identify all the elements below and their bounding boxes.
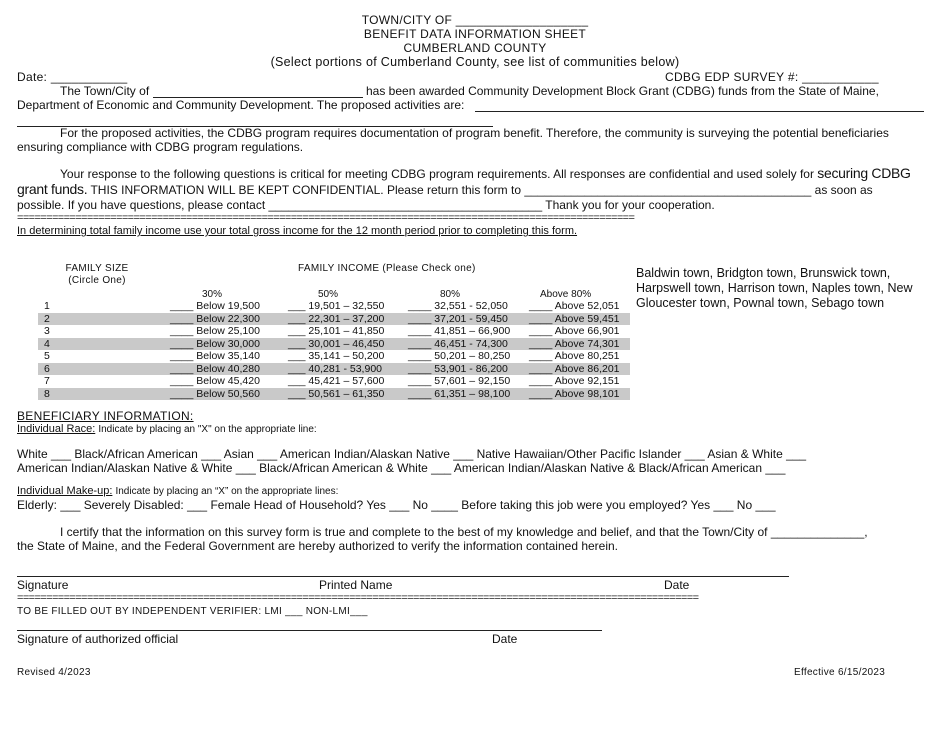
income-30-cell[interactable]: ____ Below 45,420: [170, 375, 260, 387]
header-subtitle: (Select portions of Cumberland County, see list of communities below): [270, 55, 680, 69]
award-text: has been awarded Community Development Block Grant (CDBG) funds from the State of Maine,: [366, 84, 879, 98]
race-options-line2[interactable]: American Indian/Alaskan Native & White ___ Black/African American & White ___ American Indian/Alaskan Native & Black/African American ___: [17, 461, 786, 475]
proposed-activities-line: [475, 111, 924, 112]
program-benefit-text-line2: ensuring compliance with CDBG program regulations.: [17, 140, 304, 154]
income-above80-cell[interactable]: ____ Above 98,101: [529, 388, 630, 401]
signature-line[interactable]: [17, 576, 789, 577]
survey-number-label: CDBG EDP SURVEY #: ___________: [665, 70, 879, 84]
income-30-cell[interactable]: ____ Below 30,000: [170, 338, 288, 351]
effective-date: Effective 6/15/2023: [794, 667, 886, 678]
header-sheet-title: BENEFIT DATA INFORMATION SHEET: [363, 27, 587, 41]
income-above80-cell[interactable]: ____ Above 59,451: [529, 313, 630, 326]
signature-date-label: Date: [664, 578, 690, 592]
printed-name-label: Printed Name: [319, 578, 393, 592]
family-size-cell[interactable]: 5: [44, 350, 50, 362]
date-label: Date: ___________: [17, 70, 128, 84]
certify-text-line2: the State of Maine, and the Federal Government are hereby authorized to verify the information contained herein.: [17, 539, 619, 553]
separator-2: =====================================================================================================================: [17, 593, 699, 604]
income-30-cell[interactable]: ____ Below 19,500: [170, 300, 260, 312]
return-form-instruction: THIS INFORMATION WILL BE KEPT CONFIDENTIAL. Please return this form to ___________________________________________ as soon as: [90, 183, 873, 197]
income-80-cell[interactable]: ____ 41,851 – 66,900: [408, 325, 511, 337]
table-row: [38, 375, 630, 388]
income-80-cell[interactable]: ____ 57,601 – 92,150: [408, 375, 511, 387]
income-above80-cell[interactable]: ____ Above 86,201: [529, 363, 630, 376]
col-30-header: 30%: [202, 289, 223, 300]
circle-one-label: (Circle One): [68, 275, 126, 286]
table-row: [38, 350, 630, 363]
table-row: [38, 313, 630, 326]
header-county: CUMBERLAND COUNTY: [403, 41, 547, 55]
income-50-cell[interactable]: ___ 35,141 – 50,200: [288, 350, 385, 362]
col-above80-header: Above 80%: [540, 289, 592, 300]
separator: ==========================================================================================================: [17, 213, 635, 224]
confidential-text: [60, 166, 911, 181]
family-size-cell[interactable]: 1: [44, 300, 50, 312]
income-50-cell[interactable]: ___ 22,301 – 37,200: [288, 313, 408, 326]
col-50-header: 50%: [318, 289, 339, 300]
verifier-label: TO BE FILLED OUT BY INDEPENDENT VERIFIER: LMI ___ NON-LMI___: [17, 606, 368, 617]
race-instruction: Indicate by placing an "X" on the appropriate line:: [98, 424, 317, 435]
makeup-options-line[interactable]: Elderly: ___ Severely Disabled: ___ Female Head of Household? Yes ___ No ____ Before taking this job were you employed? Yes ___ No ___: [17, 498, 776, 512]
official-signature-label: Signature of authorized official: [17, 632, 179, 646]
family-income-label: FAMILY INCOME (Please Check one): [298, 263, 476, 274]
makeup-instruction: Indicate by placing an “X” on the appropriate lines:: [115, 486, 339, 497]
grant-funds-text: grant funds.: [17, 181, 88, 197]
return-form-text: [17, 182, 873, 197]
income-30-cell[interactable]: ____ Below 25,100: [170, 325, 260, 337]
confidential-text-a: Your response to the following questions is critical for meeting CDBG program requirements. All responses are confidential and used solely for: [60, 167, 814, 181]
makeup-label: Individual Make-up:: [17, 485, 113, 497]
income-50-cell[interactable]: ___ 50,561 – 61,350: [288, 388, 408, 401]
communities-list: Baldwin town, Bridgton town, Brunswick town, Harpswell town, Harrison town, Naples town, New Gloucester town, Pownal town, Sebago town: [636, 266, 913, 310]
family-size-cell[interactable]: 3: [44, 325, 50, 337]
certify-text: I certify that the information on this survey form is true and complete to the best of my knowledge and belief, and that the Town/City of ______________,: [60, 525, 868, 539]
official-signature-line[interactable]: [17, 630, 602, 631]
income-50-cell[interactable]: ___ 40,281 - 53,900: [288, 363, 408, 376]
income-above80-cell[interactable]: ____ Above 80,251: [529, 350, 620, 362]
income-50-cell[interactable]: ___ 25,101 – 41,850: [288, 325, 385, 337]
race-instruction-line: [17, 423, 317, 436]
income-80-cell[interactable]: ____ 37,201 - 59,450: [408, 313, 529, 326]
program-benefit-text: For the proposed activities, the CDBG program requires documentation of program benefit. Therefore, the community is surveying the potential beneficiaries: [60, 126, 889, 140]
income-30-cell[interactable]: ____ Below 50,560: [170, 388, 288, 401]
beneficiary-heading: BENEFICIARY INFORMATION:: [17, 409, 194, 423]
income-above80-cell[interactable]: ____ Above 74,301: [529, 338, 630, 351]
race-options-line1[interactable]: White ___ Black/African American ___ Asian ___ American Indian/Alaskan Native ___ Native Hawaiian/Other Pacific Islander ___ Asian & White ___: [17, 447, 807, 461]
col-80-header: 80%: [440, 289, 461, 300]
official-date-label: Date: [492, 632, 518, 646]
income-80-cell[interactable]: ____ 46,451 - 74,300: [408, 338, 529, 351]
income-80-cell[interactable]: ____ 50,201 – 80,250: [408, 350, 511, 362]
confidential-text-b: securing CDBG: [817, 165, 911, 181]
table-row: [38, 388, 630, 401]
revised-date: Revised 4/2023: [17, 667, 91, 678]
income-table: [38, 300, 630, 400]
makeup-instruction-line: [17, 485, 338, 498]
award-prefix: The Town/City of: [60, 84, 150, 98]
family-size-cell[interactable]: 2: [38, 313, 170, 326]
income-above80-cell[interactable]: ____ Above 66,901: [529, 325, 620, 337]
income-50-cell[interactable]: ___ 30,001 – 46,450: [288, 338, 408, 351]
header-title: TOWN/CITY OF ___________________: [361, 13, 589, 27]
income-30-cell[interactable]: ____ Below 35,140: [170, 350, 260, 362]
signature-label: Signature: [17, 578, 69, 592]
income-above80-cell[interactable]: ____ Above 92,151: [529, 375, 620, 387]
income-80-cell[interactable]: ____ 32,551 - 52,050: [408, 300, 508, 312]
income-80-cell[interactable]: ____ 53,901 - 86,200: [408, 363, 529, 376]
income-50-cell[interactable]: ___ 19,501 – 32,550: [288, 300, 385, 312]
income-50-cell[interactable]: ___ 45,421 – 57,600: [288, 375, 385, 387]
table-row: [38, 363, 630, 376]
award-text-line2: Department of Economic and Community Development. The proposed activities are:: [17, 98, 465, 112]
income-30-cell[interactable]: ____ Below 22,300: [170, 313, 288, 326]
family-size-cell[interactable]: 7: [44, 375, 50, 387]
income-above80-cell[interactable]: ____ Above 52,051: [529, 300, 620, 312]
family-size-cell[interactable]: 8: [38, 388, 170, 401]
family-size-cell[interactable]: 6: [38, 363, 170, 376]
family-size-cell[interactable]: 4: [38, 338, 170, 351]
family-size-label: FAMILY SIZE: [65, 263, 129, 274]
table-row: [38, 300, 630, 313]
contact-text: possible. If you have questions, please contact _________________________________________ Thank you for your cooperation.: [17, 198, 715, 212]
race-label: Individual Race:: [17, 423, 96, 435]
income-note: In determining total family income use your total gross income for the 12 month period prior to completing this form.: [17, 225, 578, 237]
income-80-cell[interactable]: ____ 61,351 – 98,100: [408, 388, 529, 401]
income-30-cell[interactable]: ____ Below 40,280: [170, 363, 288, 376]
table-row: [38, 338, 630, 351]
table-row: [38, 325, 630, 338]
